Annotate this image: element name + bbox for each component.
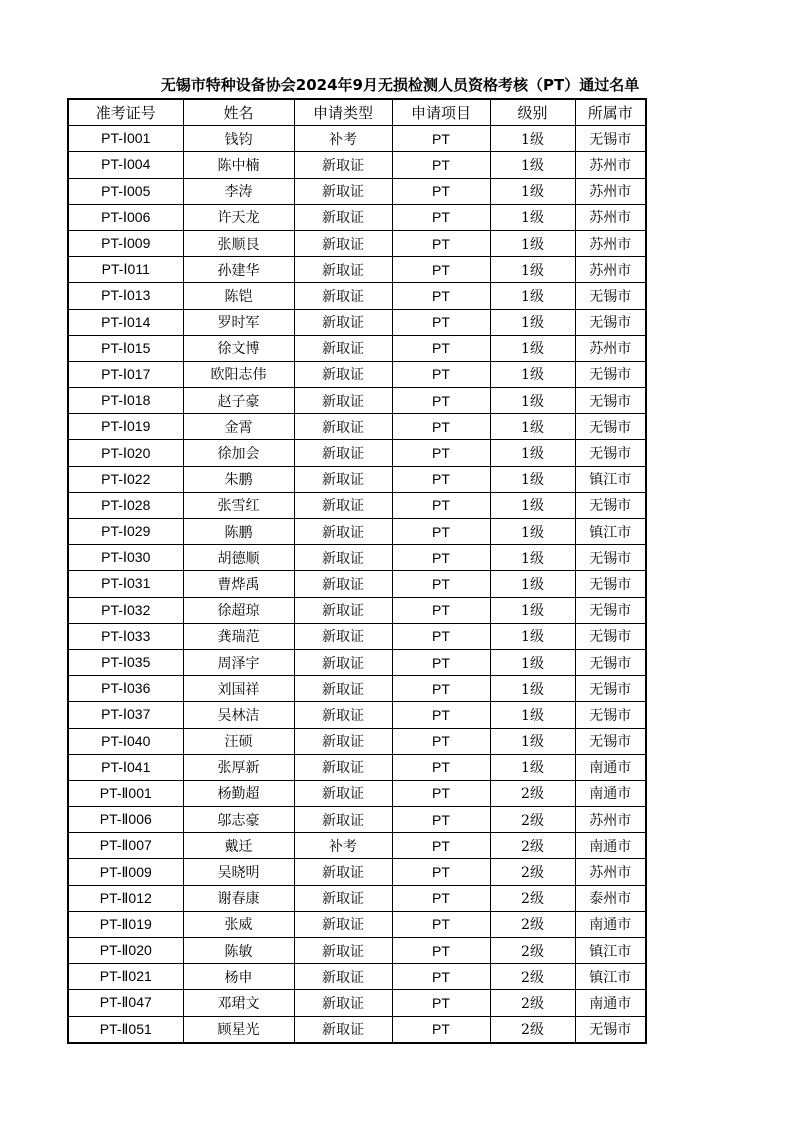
exam-id-cell: PT-Ⅱ001 xyxy=(68,780,183,806)
table-row xyxy=(68,859,646,885)
application-item-cell: PT xyxy=(392,807,490,833)
name-cell: 胡德顺 xyxy=(183,545,294,571)
exam-id-cell: PT-Ⅰ041 xyxy=(68,754,183,780)
table-row xyxy=(68,702,646,728)
application-item-cell: PT xyxy=(392,361,490,387)
application-type-cell: 新取证 xyxy=(294,649,392,675)
table-row xyxy=(68,178,646,204)
level-cell: 1级 xyxy=(490,230,575,256)
name-cell: 戴迁 xyxy=(183,833,294,859)
application-item-cell: PT xyxy=(392,440,490,466)
level-cell: 1级 xyxy=(490,623,575,649)
table-row xyxy=(68,990,646,1016)
application-item-cell: PT xyxy=(392,309,490,335)
application-item-cell: PT xyxy=(392,519,490,545)
application-type-cell: 新取证 xyxy=(294,545,392,571)
exam-id-cell: PT-Ⅰ018 xyxy=(68,388,183,414)
city-cell: 南通市 xyxy=(575,754,646,780)
city-cell: 无锡市 xyxy=(575,571,646,597)
exam-id-cell: PT-Ⅱ019 xyxy=(68,911,183,937)
application-type-cell: 新取证 xyxy=(294,440,392,466)
level-cell: 1级 xyxy=(490,440,575,466)
level-cell: 1级 xyxy=(490,571,575,597)
table-row xyxy=(68,126,646,152)
city-cell: 无锡市 xyxy=(575,597,646,623)
application-item-cell: PT xyxy=(392,571,490,597)
name-cell: 陈中楠 xyxy=(183,152,294,178)
exam-id-cell: PT-Ⅰ037 xyxy=(68,702,183,728)
level-cell: 2级 xyxy=(490,938,575,964)
application-item-cell: PT xyxy=(392,676,490,702)
application-item-cell: PT xyxy=(392,859,490,885)
name-cell: 陈鹏 xyxy=(183,519,294,545)
exam-id-cell: PT-Ⅰ029 xyxy=(68,519,183,545)
application-type-cell: 新取证 xyxy=(294,676,392,702)
table-row xyxy=(68,938,646,964)
exam-id-cell: PT-Ⅱ006 xyxy=(68,807,183,833)
table-row xyxy=(68,388,646,414)
header-level: 级别 xyxy=(490,99,575,126)
exam-id-cell: PT-Ⅰ005 xyxy=(68,178,183,204)
header-name: 姓名 xyxy=(183,99,294,126)
table-row xyxy=(68,754,646,780)
name-cell: 周泽宇 xyxy=(183,649,294,675)
level-cell: 2级 xyxy=(490,807,575,833)
city-cell: 无锡市 xyxy=(575,649,646,675)
name-cell: 张雪红 xyxy=(183,492,294,518)
level-cell: 1级 xyxy=(490,676,575,702)
application-type-cell: 新取证 xyxy=(294,230,392,256)
city-cell: 南通市 xyxy=(575,780,646,806)
name-cell: 陈铠 xyxy=(183,283,294,309)
name-cell: 吴晓明 xyxy=(183,859,294,885)
level-cell: 1级 xyxy=(490,492,575,518)
application-type-cell: 新取证 xyxy=(294,388,392,414)
header-city: 所属市 xyxy=(575,99,646,126)
table-row xyxy=(68,519,646,545)
application-item-cell: PT xyxy=(392,1016,490,1043)
application-type-cell: 新取证 xyxy=(294,990,392,1016)
exam-id-cell: PT-Ⅱ047 xyxy=(68,990,183,1016)
exam-id-cell: PT-Ⅰ020 xyxy=(68,440,183,466)
application-item-cell: PT xyxy=(392,911,490,937)
table-row xyxy=(68,833,646,859)
level-cell: 2级 xyxy=(490,990,575,1016)
application-item-cell: PT xyxy=(392,152,490,178)
city-cell: 南通市 xyxy=(575,990,646,1016)
table-row xyxy=(68,414,646,440)
application-item-cell: PT xyxy=(392,466,490,492)
application-item-cell: PT xyxy=(392,545,490,571)
exam-id-cell: PT-Ⅰ014 xyxy=(68,309,183,335)
table-row xyxy=(68,230,646,256)
application-type-cell: 新取证 xyxy=(294,938,392,964)
application-type-cell: 新取证 xyxy=(294,466,392,492)
city-cell: 无锡市 xyxy=(575,283,646,309)
name-cell: 徐加会 xyxy=(183,440,294,466)
exam-id-cell: PT-Ⅱ012 xyxy=(68,885,183,911)
city-cell: 苏州市 xyxy=(575,152,646,178)
level-cell: 1级 xyxy=(490,257,575,283)
application-type-cell: 新取证 xyxy=(294,571,392,597)
exam-id-cell: PT-Ⅰ013 xyxy=(68,283,183,309)
name-cell: 孙建华 xyxy=(183,257,294,283)
table-row xyxy=(68,728,646,754)
name-cell: 吴林洁 xyxy=(183,702,294,728)
exam-id-cell: PT-Ⅱ051 xyxy=(68,1016,183,1043)
application-type-cell: 新取证 xyxy=(294,178,392,204)
exam-id-cell: PT-Ⅰ040 xyxy=(68,728,183,754)
level-cell: 2级 xyxy=(490,833,575,859)
application-item-cell: PT xyxy=(392,230,490,256)
application-type-cell: 补考 xyxy=(294,126,392,152)
application-type-cell: 新取证 xyxy=(294,728,392,754)
table-row xyxy=(68,964,646,990)
level-cell: 1级 xyxy=(490,361,575,387)
application-item-cell: PT xyxy=(392,492,490,518)
name-cell: 邓珺文 xyxy=(183,990,294,1016)
table-row xyxy=(68,283,646,309)
level-cell: 2级 xyxy=(490,964,575,990)
application-item-cell: PT xyxy=(392,649,490,675)
name-cell: 张威 xyxy=(183,911,294,937)
name-cell: 杨勤超 xyxy=(183,780,294,806)
exam-id-cell: PT-Ⅰ011 xyxy=(68,257,183,283)
name-cell: 许天龙 xyxy=(183,204,294,230)
level-cell: 2级 xyxy=(490,1016,575,1043)
application-type-cell: 新取证 xyxy=(294,807,392,833)
application-item-cell: PT xyxy=(392,126,490,152)
exam-id-cell: PT-Ⅰ006 xyxy=(68,204,183,230)
table-row xyxy=(68,204,646,230)
header-application-item: 申请项目 xyxy=(392,99,490,126)
city-cell: 镇江市 xyxy=(575,938,646,964)
application-type-cell: 新取证 xyxy=(294,204,392,230)
application-type-cell: 新取证 xyxy=(294,1016,392,1043)
name-cell: 龚瑞范 xyxy=(183,623,294,649)
name-cell: 汪硕 xyxy=(183,728,294,754)
table-row xyxy=(68,885,646,911)
application-type-cell: 新取证 xyxy=(294,152,392,178)
exam-id-cell: PT-Ⅱ009 xyxy=(68,859,183,885)
table-row xyxy=(68,597,646,623)
table-row xyxy=(68,361,646,387)
city-cell: 泰州市 xyxy=(575,885,646,911)
level-cell: 1级 xyxy=(490,204,575,230)
table-row xyxy=(68,623,646,649)
application-item-cell: PT xyxy=(392,204,490,230)
name-cell: 杨申 xyxy=(183,964,294,990)
table-row xyxy=(68,676,646,702)
table-row xyxy=(68,1016,646,1043)
application-type-cell: 新取证 xyxy=(294,414,392,440)
level-cell: 2级 xyxy=(490,911,575,937)
application-item-cell: PT xyxy=(392,780,490,806)
city-cell: 苏州市 xyxy=(575,335,646,361)
city-cell: 无锡市 xyxy=(575,492,646,518)
application-type-cell: 新取证 xyxy=(294,519,392,545)
exam-id-cell: PT-Ⅰ004 xyxy=(68,152,183,178)
name-cell: 陈敏 xyxy=(183,938,294,964)
name-cell: 曹烨禹 xyxy=(183,571,294,597)
city-cell: 镇江市 xyxy=(575,519,646,545)
level-cell: 1级 xyxy=(490,414,575,440)
name-cell: 邬志豪 xyxy=(183,807,294,833)
application-item-cell: PT xyxy=(392,833,490,859)
name-cell: 欧阳志伟 xyxy=(183,361,294,387)
city-cell: 南通市 xyxy=(575,833,646,859)
city-cell: 无锡市 xyxy=(575,440,646,466)
level-cell: 1级 xyxy=(490,545,575,571)
city-cell: 苏州市 xyxy=(575,257,646,283)
city-cell: 无锡市 xyxy=(575,676,646,702)
city-cell: 苏州市 xyxy=(575,859,646,885)
level-cell: 1级 xyxy=(490,754,575,780)
application-item-cell: PT xyxy=(392,597,490,623)
table-row xyxy=(68,911,646,937)
city-cell: 无锡市 xyxy=(575,623,646,649)
application-item-cell: PT xyxy=(392,178,490,204)
exam-id-cell: PT-Ⅰ035 xyxy=(68,649,183,675)
level-cell: 1级 xyxy=(490,178,575,204)
application-type-cell: 新取证 xyxy=(294,780,392,806)
city-cell: 无锡市 xyxy=(575,1016,646,1043)
name-cell: 徐超琼 xyxy=(183,597,294,623)
application-type-cell: 新取证 xyxy=(294,361,392,387)
name-cell: 谢春康 xyxy=(183,885,294,911)
level-cell: 1级 xyxy=(490,152,575,178)
exam-id-cell: PT-Ⅰ032 xyxy=(68,597,183,623)
name-cell: 李涛 xyxy=(183,178,294,204)
application-type-cell: 新取证 xyxy=(294,492,392,518)
name-cell: 刘国祥 xyxy=(183,676,294,702)
table-row xyxy=(68,545,646,571)
city-cell: 苏州市 xyxy=(575,230,646,256)
city-cell: 无锡市 xyxy=(575,126,646,152)
table-row xyxy=(68,335,646,361)
application-item-cell: PT xyxy=(392,414,490,440)
table-row xyxy=(68,440,646,466)
city-cell: 无锡市 xyxy=(575,388,646,414)
name-cell: 朱鹏 xyxy=(183,466,294,492)
application-item-cell: PT xyxy=(392,990,490,1016)
application-type-cell: 新取证 xyxy=(294,623,392,649)
level-cell: 1级 xyxy=(490,283,575,309)
application-item-cell: PT xyxy=(392,702,490,728)
application-type-cell: 新取证 xyxy=(294,283,392,309)
exam-id-cell: PT-Ⅱ007 xyxy=(68,833,183,859)
application-type-cell: 新取证 xyxy=(294,964,392,990)
application-item-cell: PT xyxy=(392,283,490,309)
application-item-cell: PT xyxy=(392,728,490,754)
city-cell: 无锡市 xyxy=(575,702,646,728)
level-cell: 1级 xyxy=(490,597,575,623)
application-item-cell: PT xyxy=(392,257,490,283)
table-row xyxy=(68,309,646,335)
table-body xyxy=(68,126,646,1043)
application-type-cell: 新取证 xyxy=(294,309,392,335)
pass-list-table xyxy=(67,98,647,1044)
application-item-cell: PT xyxy=(392,885,490,911)
application-type-cell: 新取证 xyxy=(294,754,392,780)
city-cell: 苏州市 xyxy=(575,178,646,204)
city-cell: 无锡市 xyxy=(575,728,646,754)
name-cell: 张顺艮 xyxy=(183,230,294,256)
table-row xyxy=(68,571,646,597)
table-row xyxy=(68,466,646,492)
exam-id-cell: PT-Ⅰ017 xyxy=(68,361,183,387)
table-row xyxy=(68,492,646,518)
application-type-cell: 新取证 xyxy=(294,257,392,283)
application-item-cell: PT xyxy=(392,623,490,649)
level-cell: 1级 xyxy=(490,126,575,152)
header-application-type: 申请类型 xyxy=(294,99,392,126)
application-type-cell: 新取证 xyxy=(294,702,392,728)
exam-id-cell: PT-Ⅱ021 xyxy=(68,964,183,990)
city-cell: 无锡市 xyxy=(575,309,646,335)
exam-id-cell: PT-Ⅰ033 xyxy=(68,623,183,649)
city-cell: 无锡市 xyxy=(575,414,646,440)
level-cell: 1级 xyxy=(490,388,575,414)
city-cell: 无锡市 xyxy=(575,361,646,387)
table-row xyxy=(68,257,646,283)
level-cell: 1级 xyxy=(490,649,575,675)
application-item-cell: PT xyxy=(392,754,490,780)
city-cell: 南通市 xyxy=(575,911,646,937)
level-cell: 1级 xyxy=(490,702,575,728)
application-type-cell: 新取证 xyxy=(294,597,392,623)
city-cell: 苏州市 xyxy=(575,204,646,230)
level-cell: 2级 xyxy=(490,780,575,806)
document-title: 无锡市特种设备协会2024年9月无损检测人员资格考核（PT）通过名单 xyxy=(160,76,640,94)
name-cell: 钱钧 xyxy=(183,126,294,152)
name-cell: 徐文博 xyxy=(183,335,294,361)
level-cell: 1级 xyxy=(490,466,575,492)
city-cell: 镇江市 xyxy=(575,466,646,492)
header-exam-id: 准考证号 xyxy=(68,99,183,126)
exam-id-cell: PT-Ⅰ036 xyxy=(68,676,183,702)
name-cell: 金霄 xyxy=(183,414,294,440)
name-cell: 罗时军 xyxy=(183,309,294,335)
exam-id-cell: PT-Ⅰ022 xyxy=(68,466,183,492)
application-type-cell: 新取证 xyxy=(294,885,392,911)
application-type-cell: 补考 xyxy=(294,833,392,859)
name-cell: 张厚新 xyxy=(183,754,294,780)
exam-id-cell: PT-Ⅰ019 xyxy=(68,414,183,440)
exam-id-cell: PT-Ⅰ001 xyxy=(68,126,183,152)
name-cell: 赵子豪 xyxy=(183,388,294,414)
city-cell: 镇江市 xyxy=(575,964,646,990)
application-type-cell: 新取证 xyxy=(294,911,392,937)
application-item-cell: PT xyxy=(392,964,490,990)
city-cell: 无锡市 xyxy=(575,545,646,571)
table-row xyxy=(68,807,646,833)
level-cell: 1级 xyxy=(490,335,575,361)
exam-id-cell: PT-Ⅰ028 xyxy=(68,492,183,518)
exam-id-cell: PT-Ⅱ020 xyxy=(68,938,183,964)
application-item-cell: PT xyxy=(392,388,490,414)
level-cell: 2级 xyxy=(490,859,575,885)
city-cell: 苏州市 xyxy=(575,807,646,833)
level-cell: 1级 xyxy=(490,309,575,335)
application-type-cell: 新取证 xyxy=(294,859,392,885)
exam-id-cell: PT-Ⅰ031 xyxy=(68,571,183,597)
exam-id-cell: PT-Ⅰ030 xyxy=(68,545,183,571)
level-cell: 1级 xyxy=(490,728,575,754)
name-cell: 顾星光 xyxy=(183,1016,294,1043)
table-row xyxy=(68,780,646,806)
table-row xyxy=(68,649,646,675)
exam-id-cell: PT-Ⅰ009 xyxy=(68,230,183,256)
level-cell: 2级 xyxy=(490,885,575,911)
application-item-cell: PT xyxy=(392,938,490,964)
level-cell: 1级 xyxy=(490,519,575,545)
table-row xyxy=(68,152,646,178)
application-item-cell: PT xyxy=(392,335,490,361)
application-type-cell: 新取证 xyxy=(294,335,392,361)
exam-id-cell: PT-Ⅰ015 xyxy=(68,335,183,361)
table-header-row xyxy=(68,99,646,126)
